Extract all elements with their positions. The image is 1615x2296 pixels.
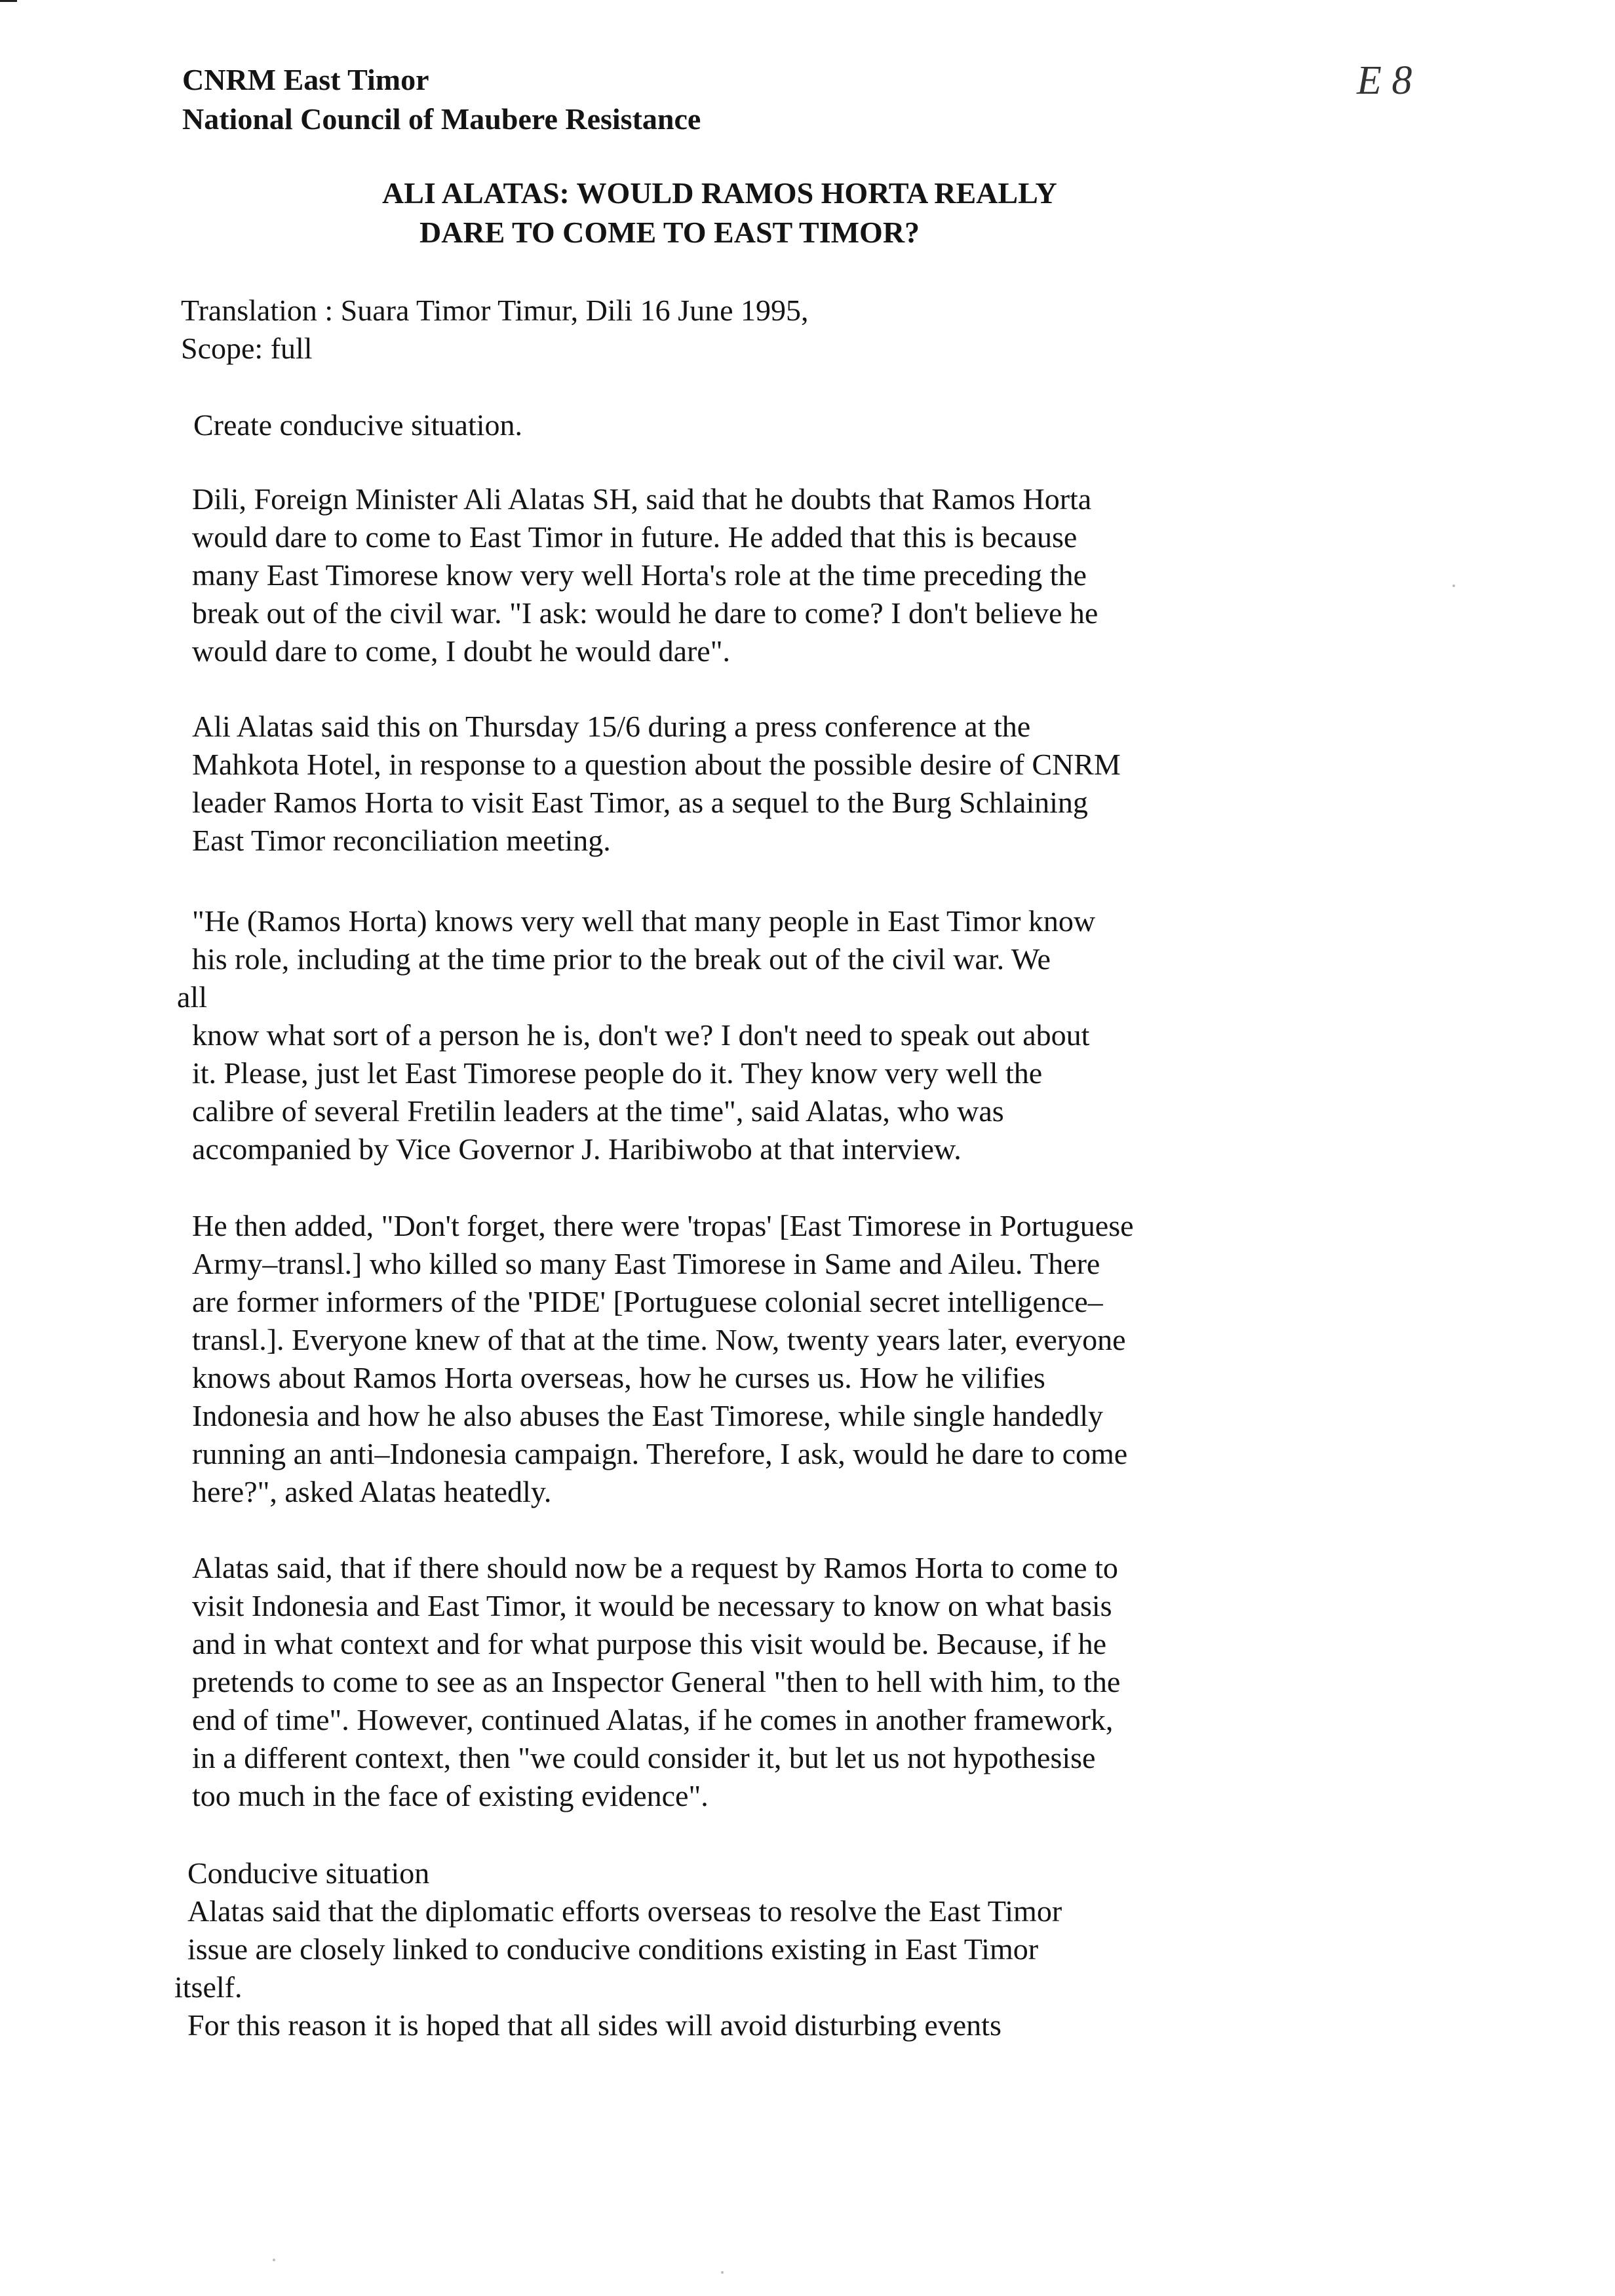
paragraph-3-line: know what sort of a person he is, don't we? I don't need to speak out about [192,1018,1090,1052]
paragraph-4-line: knows about Ramos Horta overseas, how he curses us. How he vilifies [192,1361,1045,1394]
paragraph-3-line: all [177,980,207,1014]
scope-line: Scope: full [181,332,313,365]
paragraph-1-line: Dili, Foreign Minister Ali Alatas SH, said that he doubts that Ramos Horta [192,482,1092,516]
paragraph-1-line: would dare to come to East Timor in future. He added that this is because [192,520,1078,554]
paragraph-4-line: He then added, "Don't forget, there were 'tropas' [East Timorese in Portuguese [192,1209,1134,1242]
paragraph-2-line: Ali Alatas said this on Thursday 15/6 during a press conference at the [192,710,1031,743]
title-line-2: DARE TO COME TO EAST TIMOR? [419,216,920,249]
title-line-1: ALI ALATAS: WOULD RAMOS HORTA REALLY [382,176,1057,210]
paragraph-6-line: itself. [174,1970,243,2004]
paragraph-3-line: accompanied by Vice Governor J. Haribiwobo at that interview. [192,1132,962,1166]
paragraph-1-line: break out of the civil war. "I ask: would he dare to come? I don't believe he [192,596,1099,630]
paragraph-5-line: Alatas said, that if there should now be a request by Ramos Horta to come to [192,1551,1118,1584]
paragraph-4-line: Indonesia and how he also abuses the East Timorese, while single handedly [192,1399,1103,1432]
org-name: CNRM East Timor [182,63,429,96]
scan-speck [273,2259,275,2261]
paragraph-2-line: leader Ramos Horta to visit East Timor, as a sequel to the Burg Schlaining [192,786,1088,819]
paragraph-3-line: "He (Ramos Horta) knows very well that many people in East Timor know [192,904,1096,938]
paragraph-2-line: Mahkota Hotel, in response to a question about the possible desire of CNRM [192,748,1121,781]
paragraph-4-line: Army–transl.] who killed so many East Timorese in Same and Aileu. There [192,1247,1100,1280]
scan-speck [721,2271,724,2274]
paragraph-5-line: and in what context and for what purpose this visit would be. Because, if he [192,1627,1107,1660]
paragraph-4-line: here?", asked Alatas heatedly. [192,1475,552,1508]
paragraph-2-line: East Timor reconciliation meeting. [192,824,611,857]
subheading-conducive-situation: Conducive situation [187,1856,430,1890]
paragraph-6-line: Alatas said that the diplomatic efforts overseas to resolve the East Timor [187,1894,1062,1928]
paragraph-6-line: issue are closely linked to conducive conditions existing in East Timor [187,1932,1039,1966]
subheading-create-conducive: Create conducive situation. [193,408,523,442]
paragraph-1-line: would dare to come, I doubt he would dare". [192,634,730,668]
paragraph-4-line: transl.]. Everyone knew of that at the time. Now, twenty years later, everyone [192,1323,1126,1356]
paragraph-4-line: are former informers of the 'PIDE' [Portuguese colonial secret intelligence– [192,1285,1103,1318]
paragraph-1-line: many East Timorese know very well Horta's role at the time preceding the [192,558,1087,592]
paragraph-5-line: pretends to come to see as an Inspector General "then to hell with him, to the [192,1665,1121,1698]
paragraph-5-line: too much in the face of existing evidence". [192,1779,709,1812]
handwritten-annotation: E 8 [1357,58,1412,103]
scan-speck [1452,584,1455,587]
paragraph-5-line: end of time". However, continued Alatas, if he comes in another framework, [192,1703,1114,1736]
scan-corner-mark [0,0,17,2]
paragraph-3-line: calibre of several Fretilin leaders at the time", said Alatas, who was [192,1094,1004,1128]
paragraph-3-line: it. Please, just let East Timorese people do it. They know very well the [192,1056,1043,1090]
paragraph-3-line: his role, including at the time prior to the break out of the civil war. We [192,942,1051,976]
paragraph-6-line: For this reason it is hoped that all sides will avoid disturbing events [187,2008,1002,2042]
translation-source: Translation : Suara Timor Timur, Dili 16 June 1995, [181,294,809,327]
paragraph-4-line: running an anti–Indonesia campaign. Therefore, I ask, would he dare to come [192,1437,1128,1470]
org-full-name: National Council of Maubere Resistance [182,102,701,136]
paragraph-5-line: in a different context, then "we could consider it, but let us not hypothesise [192,1741,1096,1774]
paragraph-5-line: visit Indonesia and East Timor, it would be necessary to know on what basis [192,1589,1112,1622]
